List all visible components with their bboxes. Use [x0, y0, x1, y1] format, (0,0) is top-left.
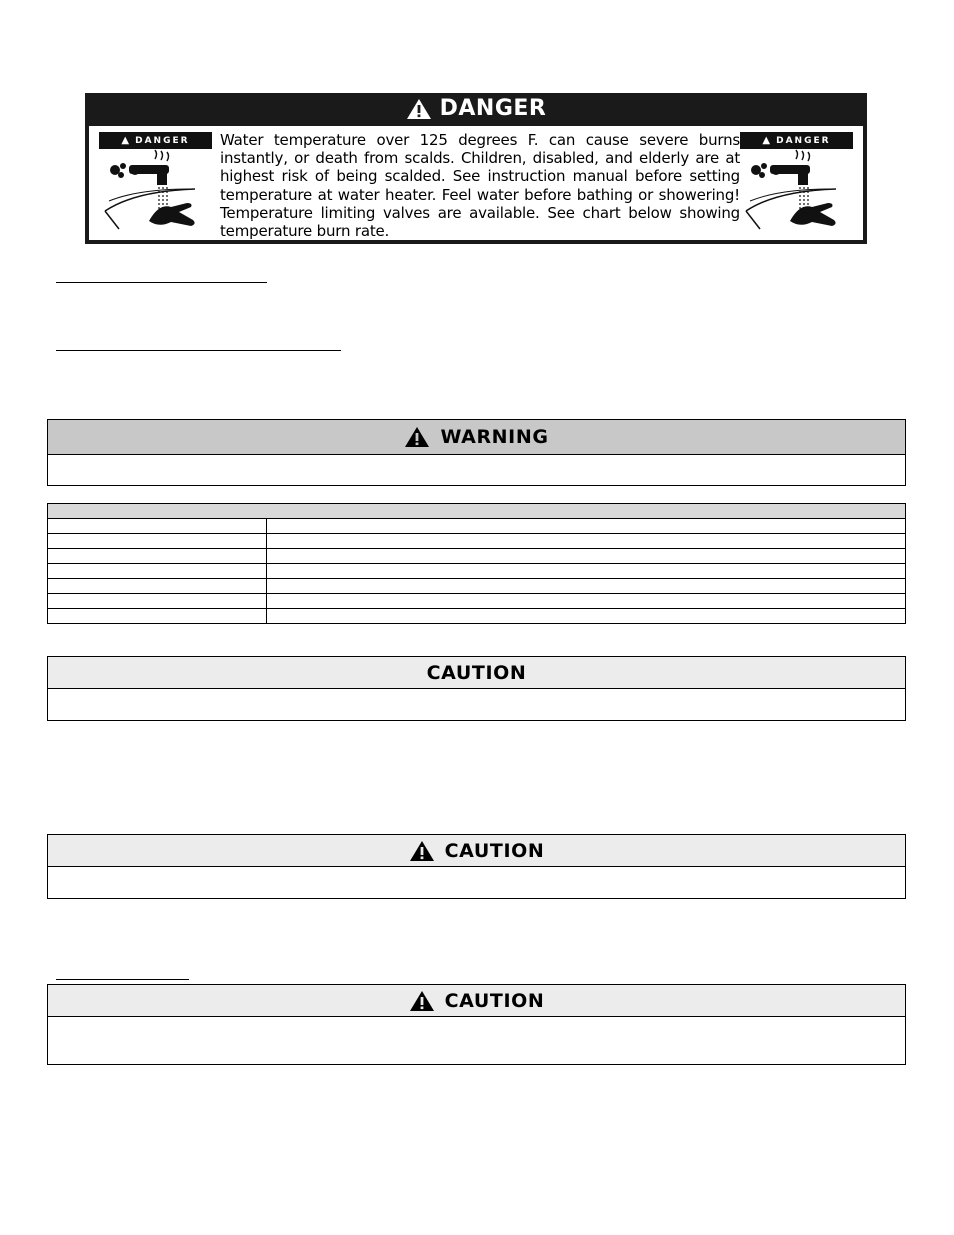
table-row	[48, 519, 906, 534]
table-row	[48, 564, 906, 579]
mini-warning-triangle-icon: ▲	[121, 135, 130, 146]
danger-side-panel-left	[99, 132, 212, 236]
table-cell	[48, 519, 267, 534]
scald-faucet-hand-icon	[99, 149, 212, 235]
table-cell	[48, 579, 267, 594]
section-heading-underline	[56, 282, 267, 283]
table-header-cell	[48, 504, 906, 519]
section-heading-underline	[56, 350, 341, 351]
burn-rate-table	[47, 503, 906, 624]
caution-header	[48, 985, 905, 1017]
table-row	[48, 534, 906, 549]
danger-header	[85, 93, 867, 124]
section-heading-underline	[56, 979, 189, 980]
caution-box	[47, 656, 906, 721]
table-cell	[267, 534, 906, 549]
scald-faucet-hand-icon	[740, 149, 853, 235]
mini-danger-badge	[99, 132, 212, 149]
mini-danger-text: DANGER	[135, 135, 190, 146]
table-row	[48, 549, 906, 564]
table-row	[48, 609, 906, 624]
table-cell	[267, 609, 906, 624]
mini-danger-text: DANGER	[776, 135, 831, 146]
warning-header	[48, 420, 905, 455]
mini-warning-triangle-icon: ▲	[762, 135, 771, 146]
danger-body	[89, 126, 863, 240]
table-header-row	[48, 504, 906, 519]
mini-danger-badge	[740, 132, 853, 149]
table-cell	[267, 594, 906, 609]
warning-triangle-icon	[409, 840, 435, 862]
warning-label: WARNING	[440, 426, 549, 448]
caution-box	[47, 834, 906, 899]
caution-label: CAUTION	[444, 989, 545, 1012]
table-cell	[48, 594, 267, 609]
table-cell	[267, 564, 906, 579]
danger-side-panel-right	[740, 132, 853, 236]
caution-header	[48, 835, 905, 867]
warning-triangle-icon	[409, 990, 435, 1012]
table-row	[48, 579, 906, 594]
table-cell	[48, 564, 267, 579]
danger-text: Water temperature over 125 degrees F. can cause severe burns instantly, or death from scalds. Children, disabled, and elderly are at highest risk of being scalded. See instruction manual before setting temperature at water heater. Feel water before bathing or showering! Temperature limiting valves are available. See chart below showing temperature burn rate.	[220, 131, 740, 241]
caution-box	[47, 984, 906, 1065]
table-row	[48, 594, 906, 609]
warning-triangle-icon	[404, 426, 430, 448]
table-cell	[48, 549, 267, 564]
table-cell	[48, 609, 267, 624]
table-cell	[267, 519, 906, 534]
table-cell	[267, 579, 906, 594]
table-cell	[48, 534, 267, 549]
warning-box	[47, 419, 906, 486]
caution-header	[48, 657, 905, 689]
caution-label: CAUTION	[426, 661, 527, 684]
warning-triangle-icon	[406, 98, 432, 120]
danger-label	[85, 93, 867, 244]
caution-label: CAUTION	[444, 839, 545, 862]
danger-title: DANGER	[439, 96, 547, 121]
table-cell	[267, 549, 906, 564]
